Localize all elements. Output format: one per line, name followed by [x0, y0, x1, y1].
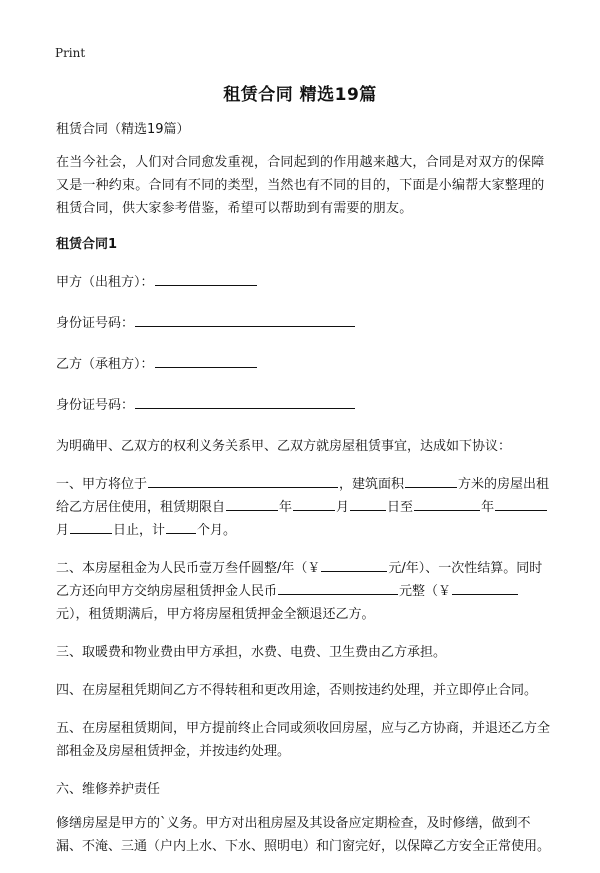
- clause-2: [56, 557, 550, 626]
- id-number-b-label: 身份证号码：: [56, 398, 135, 413]
- clause-1: [56, 473, 550, 542]
- clause-1-text: 年: [279, 500, 293, 515]
- end-year-blank: [414, 496, 480, 511]
- clause-5: 五、在房屋租赁期间，甲方提前终止合同或须收回房屋，应与乙方协商，并退还乙方全部租金及房屋租赁押金，并按违约处理。: [56, 721, 551, 759]
- id-number-b-row: [56, 394, 550, 417]
- section-heading: 租赁合同1: [56, 237, 118, 252]
- clause-1-text: 个月。: [197, 523, 237, 538]
- intro-paragraph: 在当今社会，人们对合同愈发重视，合同起到的作用越来越大，合同是对双方的保障又是一种约束。合同有不同的类型，当然也有不同的目的，下面是小编帮大家整理的租赁合同，供大家参考借鉴，希望可以帮助到有需要的朋友。: [56, 155, 545, 216]
- id-number-a-blank: [135, 312, 355, 327]
- location-blank: [148, 473, 338, 488]
- clause-1-text: ，建筑面积: [339, 477, 405, 492]
- party-b-blank: [155, 353, 257, 368]
- party-b-label: 乙方（承租方）：: [56, 357, 154, 372]
- clause-2-text: 二、本房屋租金为人民币壹万叁仟圆整/年（￥: [56, 561, 321, 576]
- clause-2-text: 元整（￥: [399, 584, 452, 599]
- end-month-blank: [495, 496, 547, 511]
- party-a-blank: [155, 271, 257, 286]
- start-year-blank: [226, 496, 278, 511]
- clause-1-text: 日止，计: [113, 523, 166, 538]
- clause-1-text: 年: [481, 500, 495, 515]
- clause-6-body: 修缮房屋是甲方的`义务。甲方对出租房屋及其设备应定期检查，及时修缮，做到不漏、不淹、三通（户内上水、下水、照明电）和门窗完好，以保障乙方安全正常使用。: [56, 816, 551, 854]
- clause-3: 三、取暖费和物业费由甲方承担，水费、电费、卫生费由乙方承担。: [56, 645, 447, 660]
- clause-6-heading: 六、维修养护责任: [56, 782, 161, 797]
- clause-4: 四、在房屋租凭期间乙方不得转租和更改用途，否则按违约处理，并立即停止合同。: [56, 683, 538, 698]
- clause-2-text: 元），租赁期满后，甲方将房屋租赁押金全额退还乙方。: [56, 607, 375, 622]
- print-link[interactable]: Print: [55, 46, 86, 60]
- deposit-amount-blank: [452, 580, 518, 595]
- clause-1-text: 月: [336, 500, 350, 515]
- party-b-row: [56, 353, 550, 376]
- annual-rent-blank: [321, 557, 387, 572]
- clause-1-text: 月: [56, 523, 70, 538]
- deposit-blank: [278, 580, 398, 595]
- start-day-blank: [350, 496, 386, 511]
- clause-2-text: 元/年）、一次性结算。同时乙方还向甲方交纳房屋租赁押金人民币: [56, 561, 543, 599]
- preamble-paragraph: 为明确甲、乙双方的权利义务关系甲、乙双方就房屋租赁事宜，达成如下协议：: [56, 439, 512, 454]
- id-number-a-row: [56, 312, 550, 335]
- page-title: 租赁合同 精选19篇: [223, 85, 377, 105]
- area-blank: [405, 473, 457, 488]
- start-month-blank: [293, 496, 335, 511]
- clause-1-text: 日至: [387, 500, 414, 515]
- party-a-label: 甲方（出租方）：: [56, 275, 154, 290]
- id-number-b-blank: [135, 394, 355, 409]
- party-a-row: [56, 271, 550, 294]
- document-body: [56, 118, 550, 873]
- clause-1-text: 方米的房屋出租给乙方居住使用，租赁期限自: [56, 477, 550, 515]
- end-day-blank: [70, 519, 112, 534]
- document-subtitle: 租赁合同（精选19篇）: [56, 122, 190, 137]
- months-blank: [166, 519, 196, 534]
- clause-1-text: 一、甲方将位于: [56, 477, 148, 492]
- id-number-a-label: 身份证号码：: [56, 316, 135, 331]
